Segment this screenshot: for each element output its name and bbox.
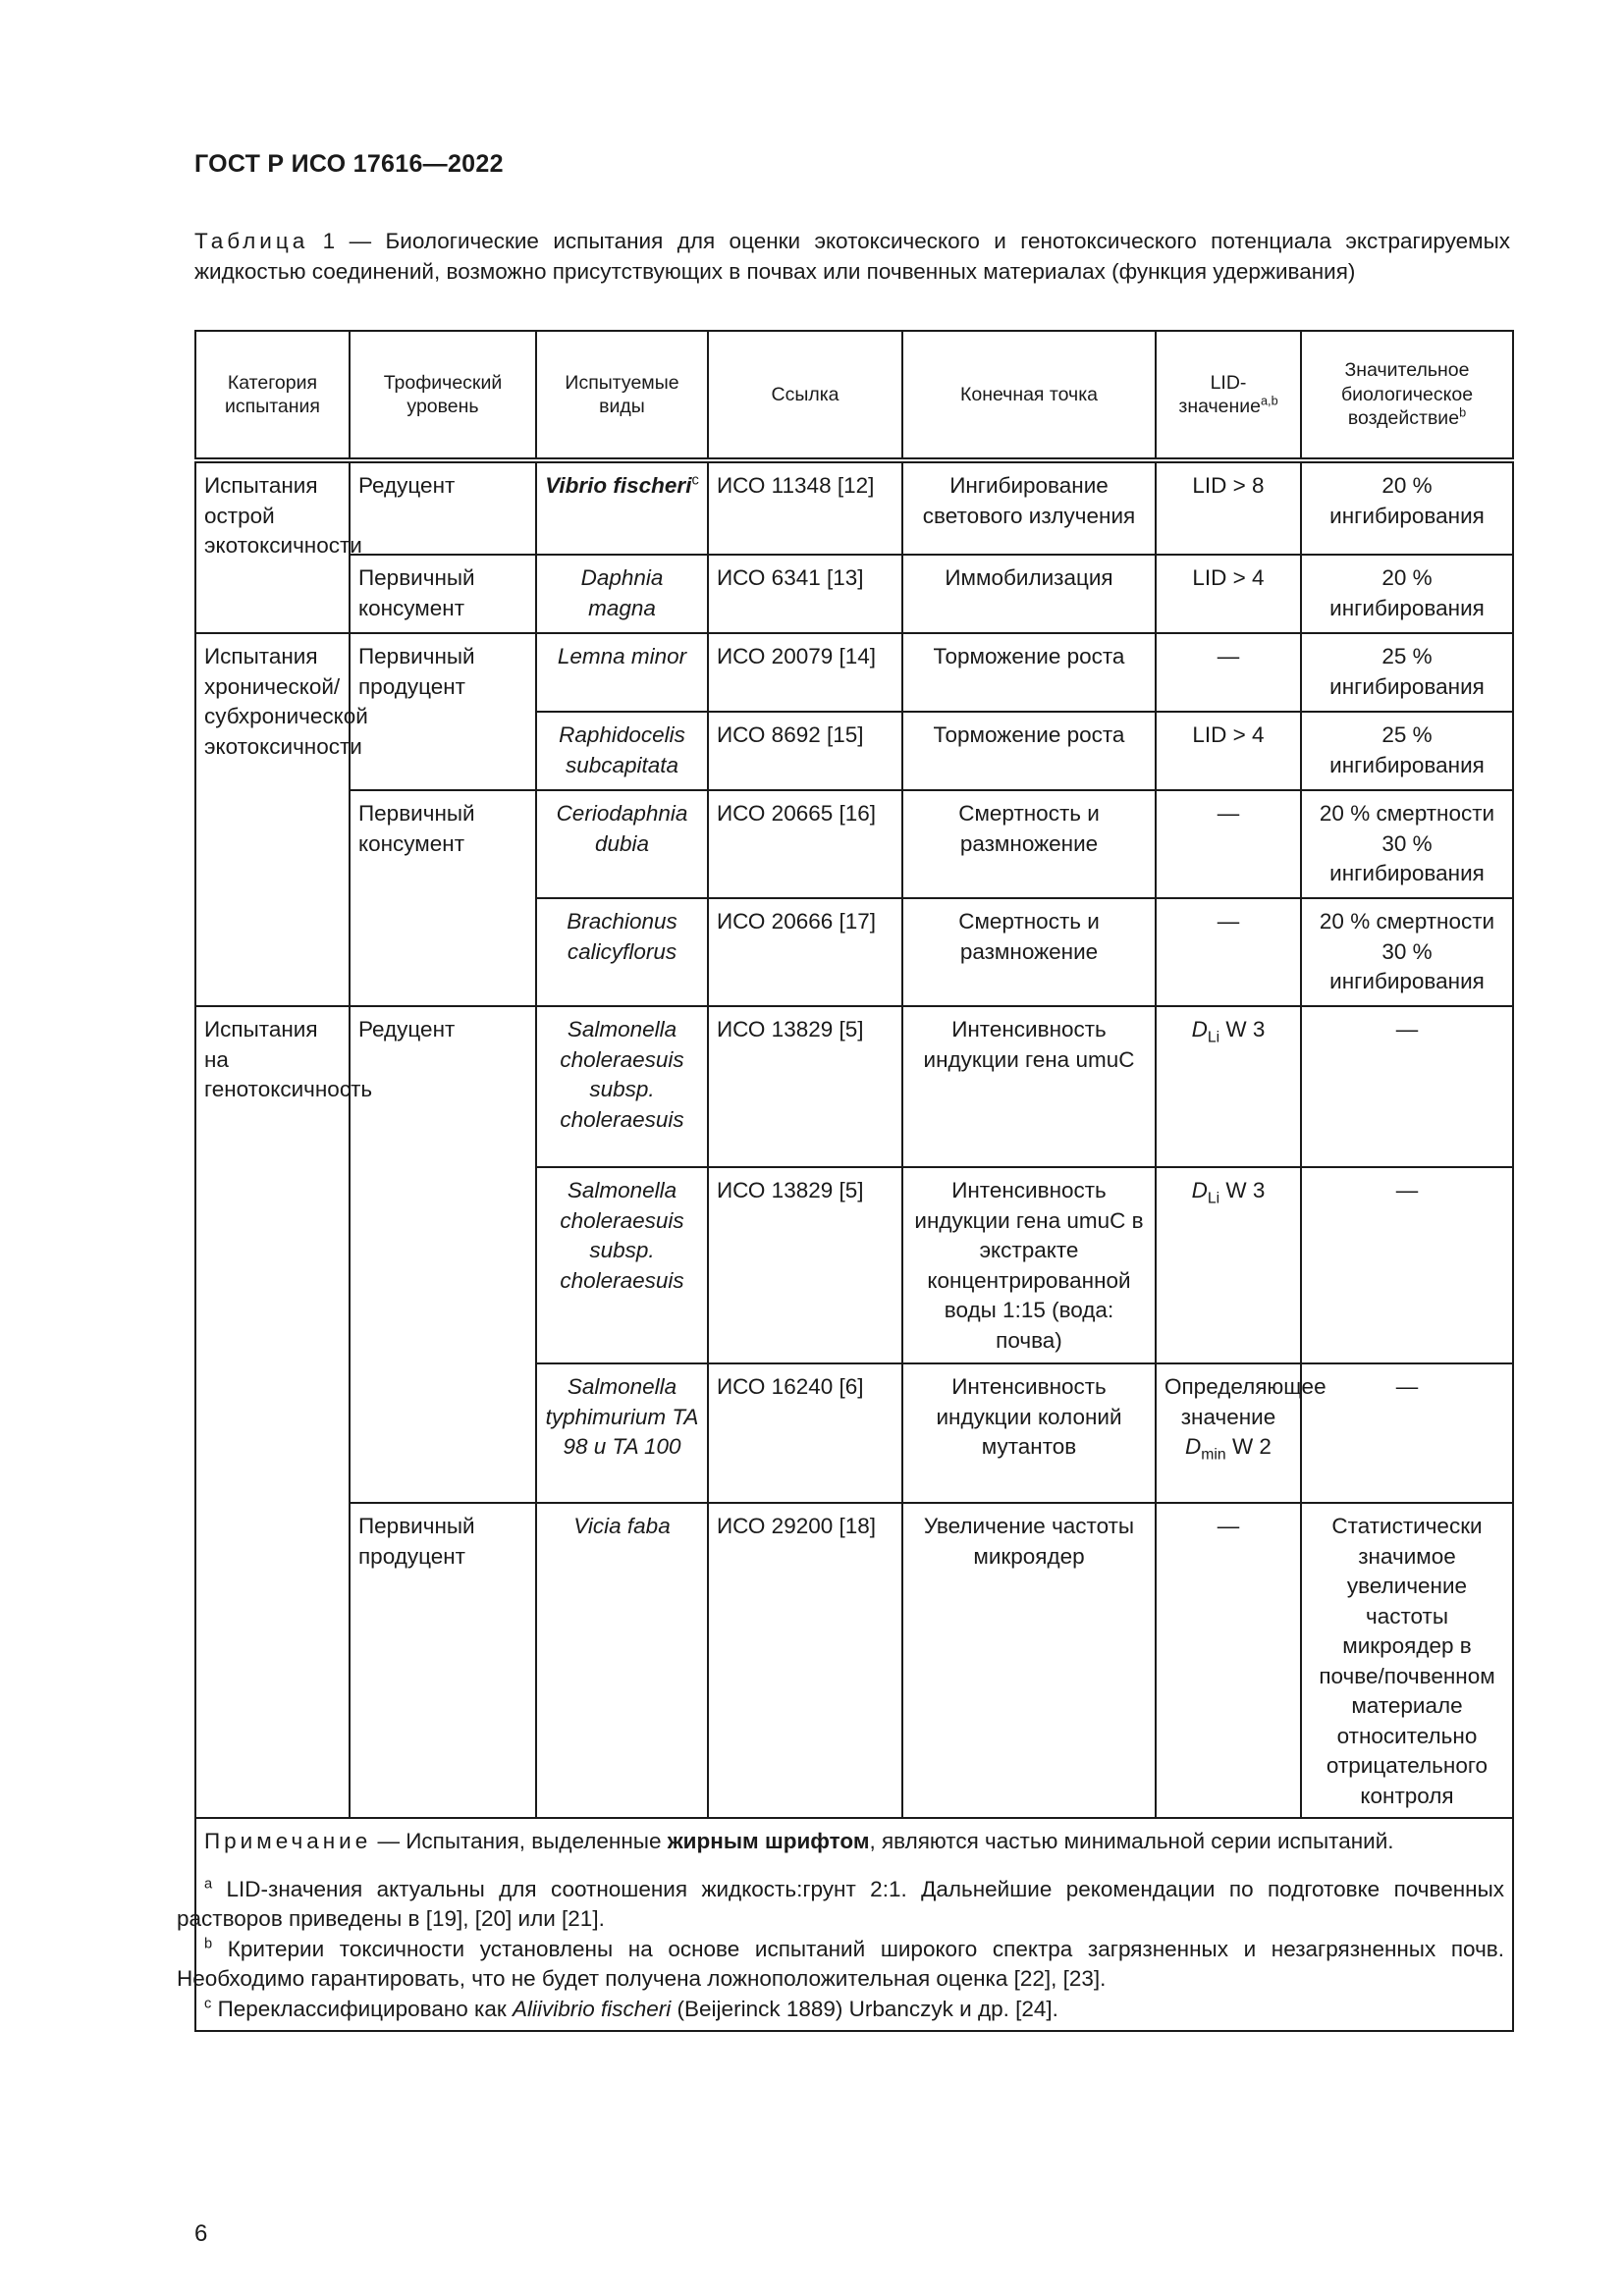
table-header-row — [195, 331, 1513, 460]
endpoint-cell: Интенсивность индукции колоний мутантов — [902, 1363, 1156, 1503]
table-row — [195, 1503, 1513, 1818]
table-row — [195, 633, 1513, 712]
species-cell: Brachionus calicyflorus — [536, 898, 708, 1006]
effect-cell: — — [1301, 1006, 1513, 1167]
endpoint-cell: Торможение роста — [902, 712, 1156, 790]
header-endpoint: Конечная точка — [902, 331, 1156, 460]
biotests-table — [177, 330, 1514, 2032]
footnote-b: $^b$ Критерии токсичности установлены на основе испытаний широкого спектра загрязненных и незагрязненных почв. Необходимо гарантировать, что не будет получена ложноположительная оценка [22], [23]. — [177, 1936, 1504, 1991]
species-cell: Daphnia magna — [536, 555, 708, 633]
reference-cell: ИСО 29200 [18] — [708, 1503, 902, 1818]
table-row — [195, 790, 1513, 898]
effect-cell: 25 % ингибирования — [1301, 633, 1513, 712]
footnote-a: $^a$ LID-значения актуальны для соотношения жидкость:грунт 2:1. Дальнейшие рекомендации по подготовке почвенных растворов приведены в [19], [20] или [21]. — [177, 1876, 1504, 1931]
table-row — [195, 555, 1513, 633]
trophic-cell: Первичный продуцент — [350, 633, 536, 790]
category-cell: Испытания острой экотоксичности — [195, 460, 350, 633]
effect-cell: 20 % ингибирования — [1301, 460, 1513, 555]
header-effect: Значительное биологическое воздействие$^b$ — [1301, 331, 1513, 460]
header-species: Испытуемые виды — [536, 331, 708, 460]
species-cell: Salmonella typhimurium TA 98 и TA 100 — [536, 1363, 708, 1503]
lid-cell: LID > 4 — [1156, 712, 1301, 790]
document-header: ГОСТ Р ИСО 17616—2022 — [194, 150, 504, 178]
species-cell: Lemna minor — [536, 633, 708, 712]
footnote-c: $^c$ Переклассифицировано как Aliivibrio fischeri (Beijerinck 1889) Urbanczyk и др. [24]. — [204, 1996, 1058, 2021]
reference-cell: ИСО 16240 [6] — [708, 1363, 902, 1503]
table-caption — [194, 226, 1510, 287]
lid-cell: LID > 8 — [1156, 460, 1301, 555]
endpoint-cell: Смертность и размножение — [902, 898, 1156, 1006]
caption-text: 1 — Биологические испытания для оценки экотоксического и генотоксического потенциала экстрагируемых жидкостью соединений, возможно присутствующих в почвах или почвенных материалах (функция удерживания) — [194, 229, 1510, 284]
effect-cell: 20 % ингибирования — [1301, 555, 1513, 633]
trophic-cell: Первичный консумент — [350, 790, 536, 1006]
species-cell: Vibrio fischeri$^c$ — [536, 460, 708, 555]
trophic-cell: Редуцент — [350, 460, 536, 555]
header-lid: LID-значение$^{a,b}$ — [1156, 331, 1301, 460]
species-cell: Salmonella choleraesuis subsp. choleraesuis — [536, 1006, 708, 1167]
header-trophic: Трофический уровень — [350, 331, 536, 460]
header-reference: Ссылка — [708, 331, 902, 460]
effect-cell: 20 % смертности 30 % ингибирования — [1301, 790, 1513, 898]
reference-cell: ИСО 20665 [16] — [708, 790, 902, 898]
table-note — [177, 1818, 1513, 2031]
lid-cell: Определяющее значение $D_{min}$ W 2 — [1156, 1363, 1301, 1503]
category-cell: Испытания на генотоксичность — [195, 1006, 350, 1818]
species-cell: Salmonella choleraesuis subsp. choleraesuis — [536, 1167, 708, 1363]
endpoint-cell: Ингибирование светового излучения — [902, 460, 1156, 555]
reference-cell: ИСО 13829 [5] — [708, 1167, 902, 1363]
endpoint-cell: Торможение роста — [902, 633, 1156, 712]
category-cell: Испытания хронической/субхронической экотоксичности — [195, 633, 350, 1006]
species-cell: Vicia faba — [536, 1503, 708, 1818]
header-category: Категория испытания — [195, 331, 350, 460]
effect-cell: 20 % смертности 30 % ингибирования — [1301, 898, 1513, 1006]
species-cell: Ceriodaphnia dubia — [536, 790, 708, 898]
lid-cell: $D_{Li}$ W 3 — [1156, 1167, 1301, 1363]
trophic-cell: Первичный продуцент — [350, 1503, 536, 1818]
endpoint-cell: Интенсивность индукции гена umuC — [902, 1006, 1156, 1167]
lid-cell: — — [1156, 633, 1301, 712]
reference-cell: ИСО 8692 [15] — [708, 712, 902, 790]
endpoint-cell: Увеличение частоты микроядер — [902, 1503, 1156, 1818]
effect-cell: — — [1301, 1167, 1513, 1363]
effect-cell: Статистически значимое увеличение частоты микроядер в почве/почвенном материале относительно отрицательного контроля — [1301, 1503, 1513, 1818]
endpoint-cell: Интенсивность индукции гена umuC в экстракте концентрированной воды 1:15 (вода: почва) — [902, 1167, 1156, 1363]
lid-cell: — — [1156, 790, 1301, 898]
reference-cell: ИСО 13829 [5] — [708, 1006, 902, 1167]
endpoint-cell: Иммобилизация — [902, 555, 1156, 633]
table-note-row — [195, 1818, 1513, 2031]
lid-cell: — — [1156, 898, 1301, 1006]
endpoint-cell: Смертность и размножение — [902, 790, 1156, 898]
trophic-cell: Первичный консумент — [350, 555, 536, 633]
reference-cell: ИСО 6341 [13] — [708, 555, 902, 633]
lid-cell: $D_{Li}$ W 3 — [1156, 1006, 1301, 1167]
page-number: 6 — [194, 2220, 208, 2247]
reference-cell: ИСО 11348 [12] — [708, 460, 902, 555]
effect-cell: 25 % ингибирования — [1301, 712, 1513, 790]
effect-cell: — — [1301, 1363, 1513, 1503]
lid-cell: LID > 4 — [1156, 555, 1301, 633]
note-text: Примечание — Испытания, выделенные жирным шрифтом, являются частью минимальной серии испытаний. — [204, 1829, 1394, 1853]
table-row — [195, 460, 1513, 555]
reference-cell: ИСО 20666 [17] — [708, 898, 902, 1006]
reference-cell: ИСО 20079 [14] — [708, 633, 902, 712]
lid-cell: — — [1156, 1503, 1301, 1818]
caption-lead: Таблица — [194, 229, 309, 253]
species-cell: Raphidocelis subcapitata — [536, 712, 708, 790]
trophic-cell: Редуцент — [350, 1006, 536, 1503]
footnotes — [177, 1875, 1504, 2025]
table-row — [195, 1006, 1513, 1167]
